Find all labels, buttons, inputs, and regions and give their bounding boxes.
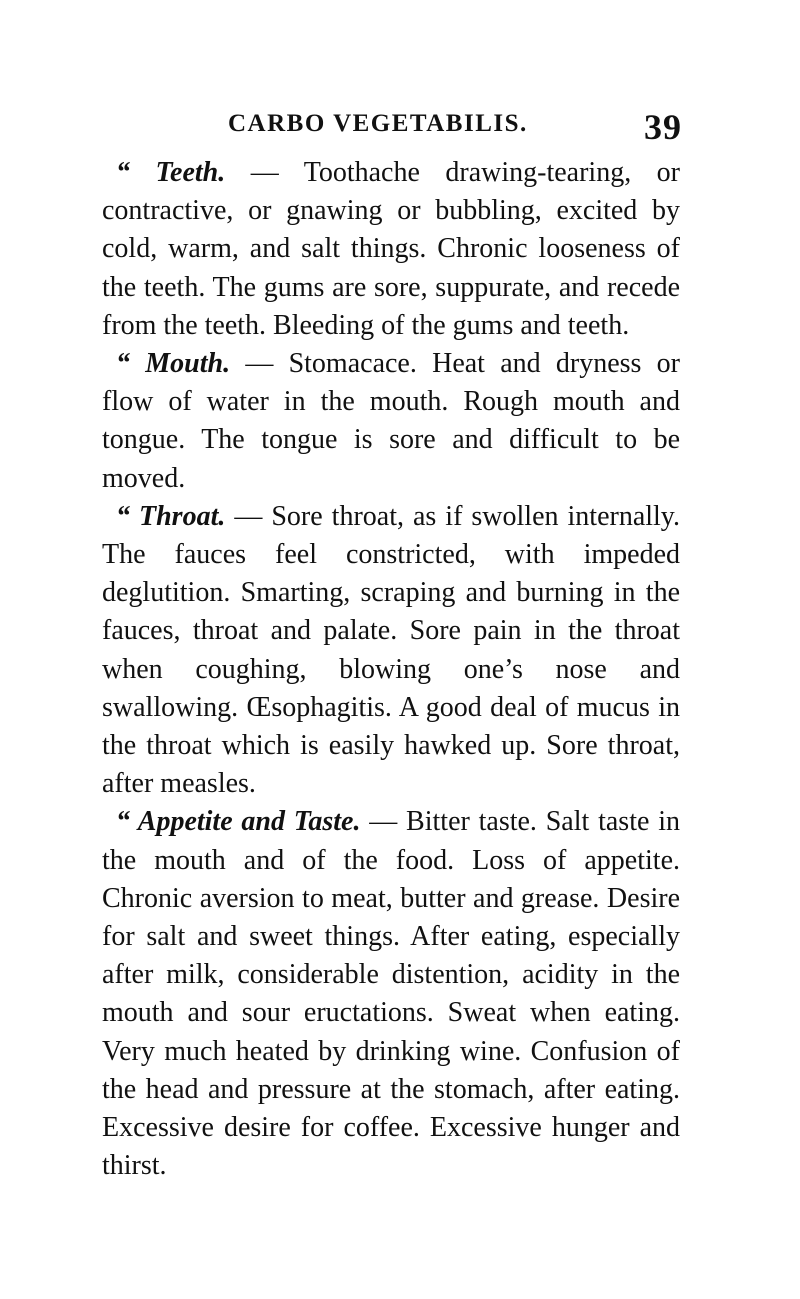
page-number: 39 (644, 107, 682, 147)
paragraph-throat (102, 498, 680, 804)
paragraph-text: — Sore throat, as if swollen internally. The fauces feel constricted, with impeded deglutition. Smarting, scraping and burning in the fauces, throat and palate. Sore pain in the throat when coughing, blowing one’s nose and swallowing. Œsophagitis. A good deal of mucus in the throat which is easily hawked up. Sore throat, after measles. (102, 500, 680, 800)
section-heading-appetite: “ Appetite and Taste. (116, 806, 361, 838)
paragraph-appetite (102, 803, 680, 1185)
paragraph-teeth (102, 154, 680, 345)
paragraph-text: — Toothache drawing-tearing, or contractive, or gnawing or bubbling, excited by cold, warm, and salt things. Chronic looseness of the teeth. The gums are sore, suppurate, and recede from the teeth. Bleeding of the gums and teeth. (102, 157, 681, 341)
page-header (0, 107, 800, 150)
running-head: CARBO VEGETABILIS. (228, 110, 528, 137)
section-heading-mouth: “ Mouth. (116, 348, 231, 380)
body-text (102, 154, 680, 1185)
section-heading-throat: “ Throat. (116, 500, 226, 532)
section-heading-teeth: “ Teeth. (116, 157, 226, 188)
paragraph-mouth (102, 345, 680, 498)
paragraph-text: — Bitter taste. Salt taste in the mouth and of the food. Loss of appetite. Chronic aversion to meat, butter and grease. Desire for salt and sweet things. After eating, especially after milk, considerable distention, acidity in the mouth and sour eructations. Sweat when eating. Very much heated by drinking wine. Confusion of the head and pressure at the stomach, after eating. Excessive desire for coffee. Excessive hunger and thirst. (102, 806, 680, 1182)
paragraph-text: — Stomacace. Heat and dryness or flow of water in the mouth. Rough mouth and tongue. The tongue is sore and difficult to be moved. (102, 348, 680, 494)
